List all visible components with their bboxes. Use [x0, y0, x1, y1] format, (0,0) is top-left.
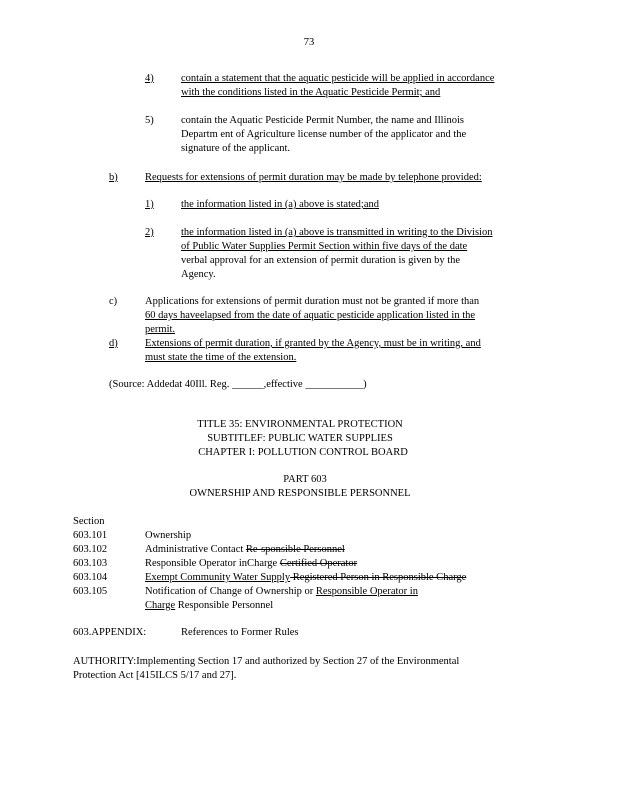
section-number-101: 603.101 [73, 530, 108, 541]
page-number: 73 [303, 37, 315, 48]
appendix-label: 603.APPENDIX: [73, 627, 147, 638]
item-d-line-1: Extensions of permit duration, if granted by the Agency, must be in writing, and [145, 338, 481, 349]
item-b1-text: the information listed in (a) above is stated;and [181, 199, 379, 210]
section-title-102 [145, 543, 345, 557]
source-middle: ,effective [263, 379, 306, 390]
section-title-103-plain: Responsible Operator inCharge [145, 558, 280, 569]
section-header: Section [73, 516, 105, 527]
part-line: PART 603 [283, 474, 327, 485]
chapter-line: CHAPTER I: POLLUTION CONTROL BOARD [198, 447, 408, 458]
item-5-number: 5) [145, 115, 154, 126]
section-title-105-plain-1: Notification of Change of Ownership or [145, 586, 316, 597]
source-line [109, 378, 367, 392]
section-number-105: 603.105 [73, 586, 108, 597]
item-d-line-2: must state the time of the extension. [145, 352, 297, 363]
section-title-102-plain: Administrative Contact [145, 544, 246, 555]
source-blank-2: ___________ [305, 379, 364, 390]
section-title-104-underlined: Exempt Community Water Supply [145, 572, 291, 583]
section-title-104 [145, 571, 466, 585]
authority-line-1: AUTHORITY:Implementing Section 17 and authorized by Section 27 of the Environmental [73, 656, 460, 667]
source-suffix: ) [363, 379, 367, 390]
section-title-103-struck: Certified Operator [279, 558, 358, 569]
item-4-line-1: contain a statement that the aquatic pesticide will be applied in accordance [181, 73, 495, 84]
section-title-101: Ownership [145, 530, 192, 541]
item-c-line-3: permit. [145, 324, 176, 335]
title-line: TITLE 35: ENVIRONMENTAL PROTECTION [197, 419, 403, 430]
source-blank-1: ______ [232, 379, 264, 390]
section-title-105-line-1 [145, 585, 418, 599]
section-title-105-underlined-2: Charge [145, 600, 176, 611]
item-4-line-2: with the conditions listed in the Aquatic Pesticide Permit; and [181, 87, 441, 98]
item-b-number: b) [109, 172, 118, 183]
section-number-102: 603.102 [73, 544, 108, 555]
section-number-104: 603.104 [73, 572, 108, 583]
section-number-103: 603.103 [73, 558, 108, 569]
section-title-105-line-2 [145, 599, 273, 613]
section-title-105-plain-2: Responsible Personnel [175, 600, 274, 611]
source-prefix: (Source: Addedat 40Ill. Reg. [109, 379, 233, 390]
item-b2-line-4: Agency. [181, 269, 216, 280]
item-b2-line-3: verbal approval for an extension of permit duration is given by the [181, 255, 461, 266]
section-title-104-struck: Registered Person in Responsible Charge [290, 572, 467, 583]
item-b2-line-1: the information listed in (a) above is transmitted in writing to the Division [181, 227, 493, 238]
authority-line-2: Protection Act [415ILCS 5/17 and 27]. [73, 670, 237, 681]
item-c-line-1: Applications for extensions of permit duration must not be granted if more than [145, 296, 480, 307]
item-d-number: d) [109, 338, 118, 349]
section-title-105-underlined-1: Responsible Operator in [315, 586, 418, 597]
item-b2-line-2: of Public Water Supplies Permit Section within five days of the date [181, 241, 468, 252]
item-5-line-1: contain the Aquatic Pesticide Permit Number, the name and Illinois [181, 115, 465, 126]
appendix-text: References to Former Rules [181, 627, 299, 638]
item-b1-number: 1) [145, 199, 154, 210]
subtitle-line: SUBTITLEF: PUBLIC WATER SUPPLIES [207, 433, 393, 444]
item-c-line-2: 60 days haveelapsed from the date of aquatic pesticide application listed in the [145, 310, 476, 321]
item-5-line-2: Departm ent of Agriculture license number of the applicator and the [181, 129, 467, 140]
item-b-text: Requests for extensions of permit duration may be made by telephone provided: [145, 172, 482, 183]
item-4-number: 4) [145, 73, 154, 84]
item-c-number: c) [109, 296, 118, 307]
part-name-line: OWNERSHIP AND RESPONSIBLE PERSONNEL [189, 488, 411, 499]
section-title-103 [145, 557, 357, 571]
section-title-102-struck: Re-sponsible Personnel [245, 544, 345, 555]
item-b2-number: 2) [145, 227, 154, 238]
item-5-line-3: signature of the applicant. [181, 143, 291, 154]
